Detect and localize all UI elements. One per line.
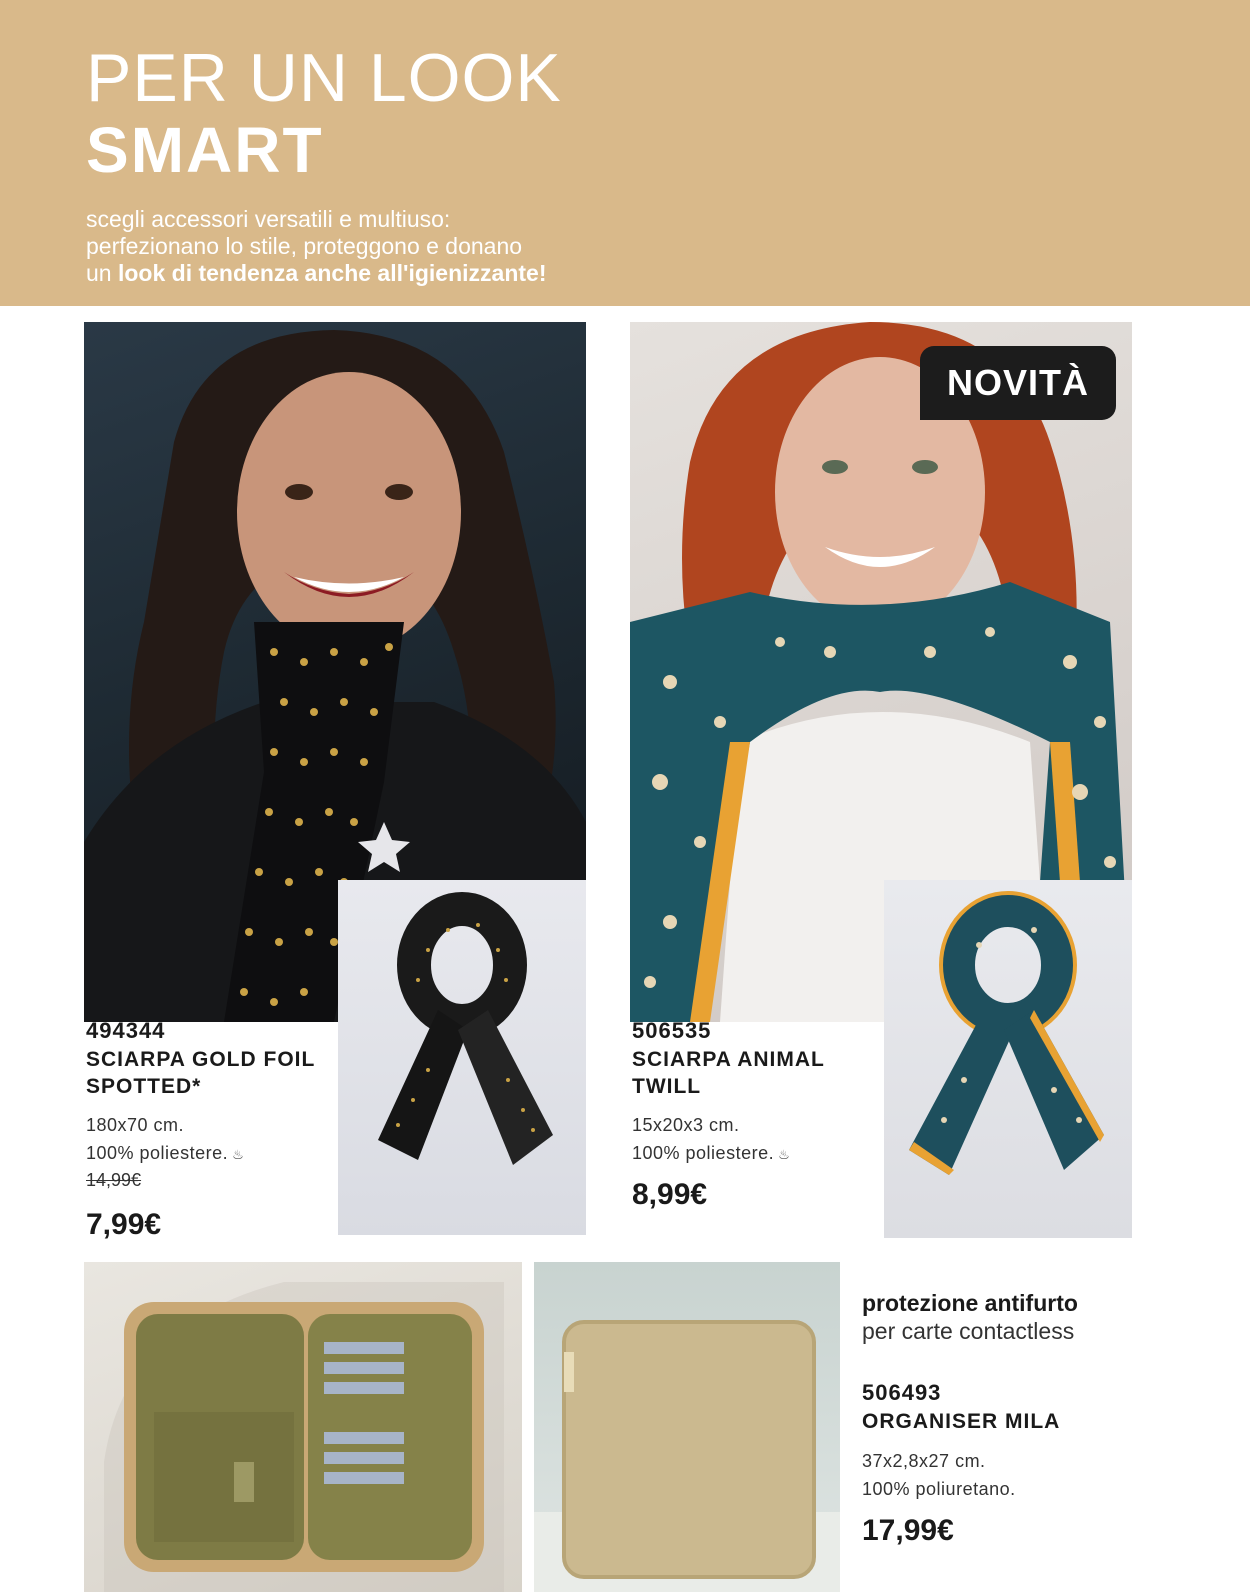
subtitle-line3-pre: un	[86, 260, 118, 286]
scarf-knot-illustration	[884, 880, 1132, 1238]
product-material-row	[86, 1140, 244, 1168]
product-photo-organiser-open	[84, 1262, 522, 1592]
product-photo-gold-scarf	[338, 880, 586, 1235]
product-code: 506493	[862, 1380, 942, 1405]
product-material: 100% poliuretano.	[862, 1479, 1016, 1499]
headline-line1: PER UN LOOK	[86, 40, 562, 116]
price: 7,99€	[86, 1208, 162, 1241]
product-code: 494344	[86, 1018, 166, 1043]
product-name-line1: SCIARPA GOLD FOIL	[86, 1048, 316, 1071]
product-name	[632, 1046, 825, 1100]
feature-title: protezione antifurto	[862, 1290, 1078, 1316]
product-material: 100% poliestere.	[86, 1143, 229, 1163]
product-material: 100% poliestere.	[632, 1143, 775, 1163]
product-name: ORGANISER MILA	[862, 1410, 1061, 1433]
product-size: 15x20x3 cm.	[632, 1115, 740, 1135]
product-size: 37x2,8x27 cm.	[862, 1451, 986, 1471]
product-code: 506535	[632, 1018, 712, 1043]
product-name	[86, 1046, 315, 1100]
product-name-line2: TWILL	[632, 1075, 702, 1098]
product-photo-organiser-closed	[534, 1262, 840, 1592]
subtitle-line1: scegli accessori versatili e multiuso:	[86, 206, 451, 232]
subtitle-line2: perfezionano lo stile, proteggono e donano	[86, 233, 523, 259]
organiser-closed-illustration	[534, 1262, 840, 1592]
product-material-row	[632, 1140, 790, 1168]
hand-wash-icon: ♨	[778, 1147, 791, 1162]
product-name-line1: SCIARPA ANIMAL	[632, 1048, 825, 1071]
product-photo-animal-scarf	[884, 880, 1132, 1238]
new-badge: NOVITÀ	[920, 346, 1116, 420]
feature-text: per carte contactless	[862, 1318, 1075, 1344]
old-price: 14,99€	[86, 1170, 142, 1190]
price: 17,99€	[862, 1514, 954, 1547]
scarf-knot-illustration	[338, 880, 586, 1235]
header-subtitle	[86, 206, 686, 287]
subtitle-line3-bold: look di tendenza anche all'igienizzante!	[117, 260, 547, 286]
price: 8,99€	[632, 1178, 708, 1211]
organiser-open-illustration	[84, 1262, 522, 1592]
product-size: 180x70 cm.	[86, 1115, 185, 1135]
subtitle-line3	[86, 260, 686, 287]
headline-line2: SMART	[86, 114, 324, 186]
product-name-line2: SPOTTED*	[86, 1075, 202, 1098]
hand-wash-icon: ♨	[232, 1147, 245, 1162]
